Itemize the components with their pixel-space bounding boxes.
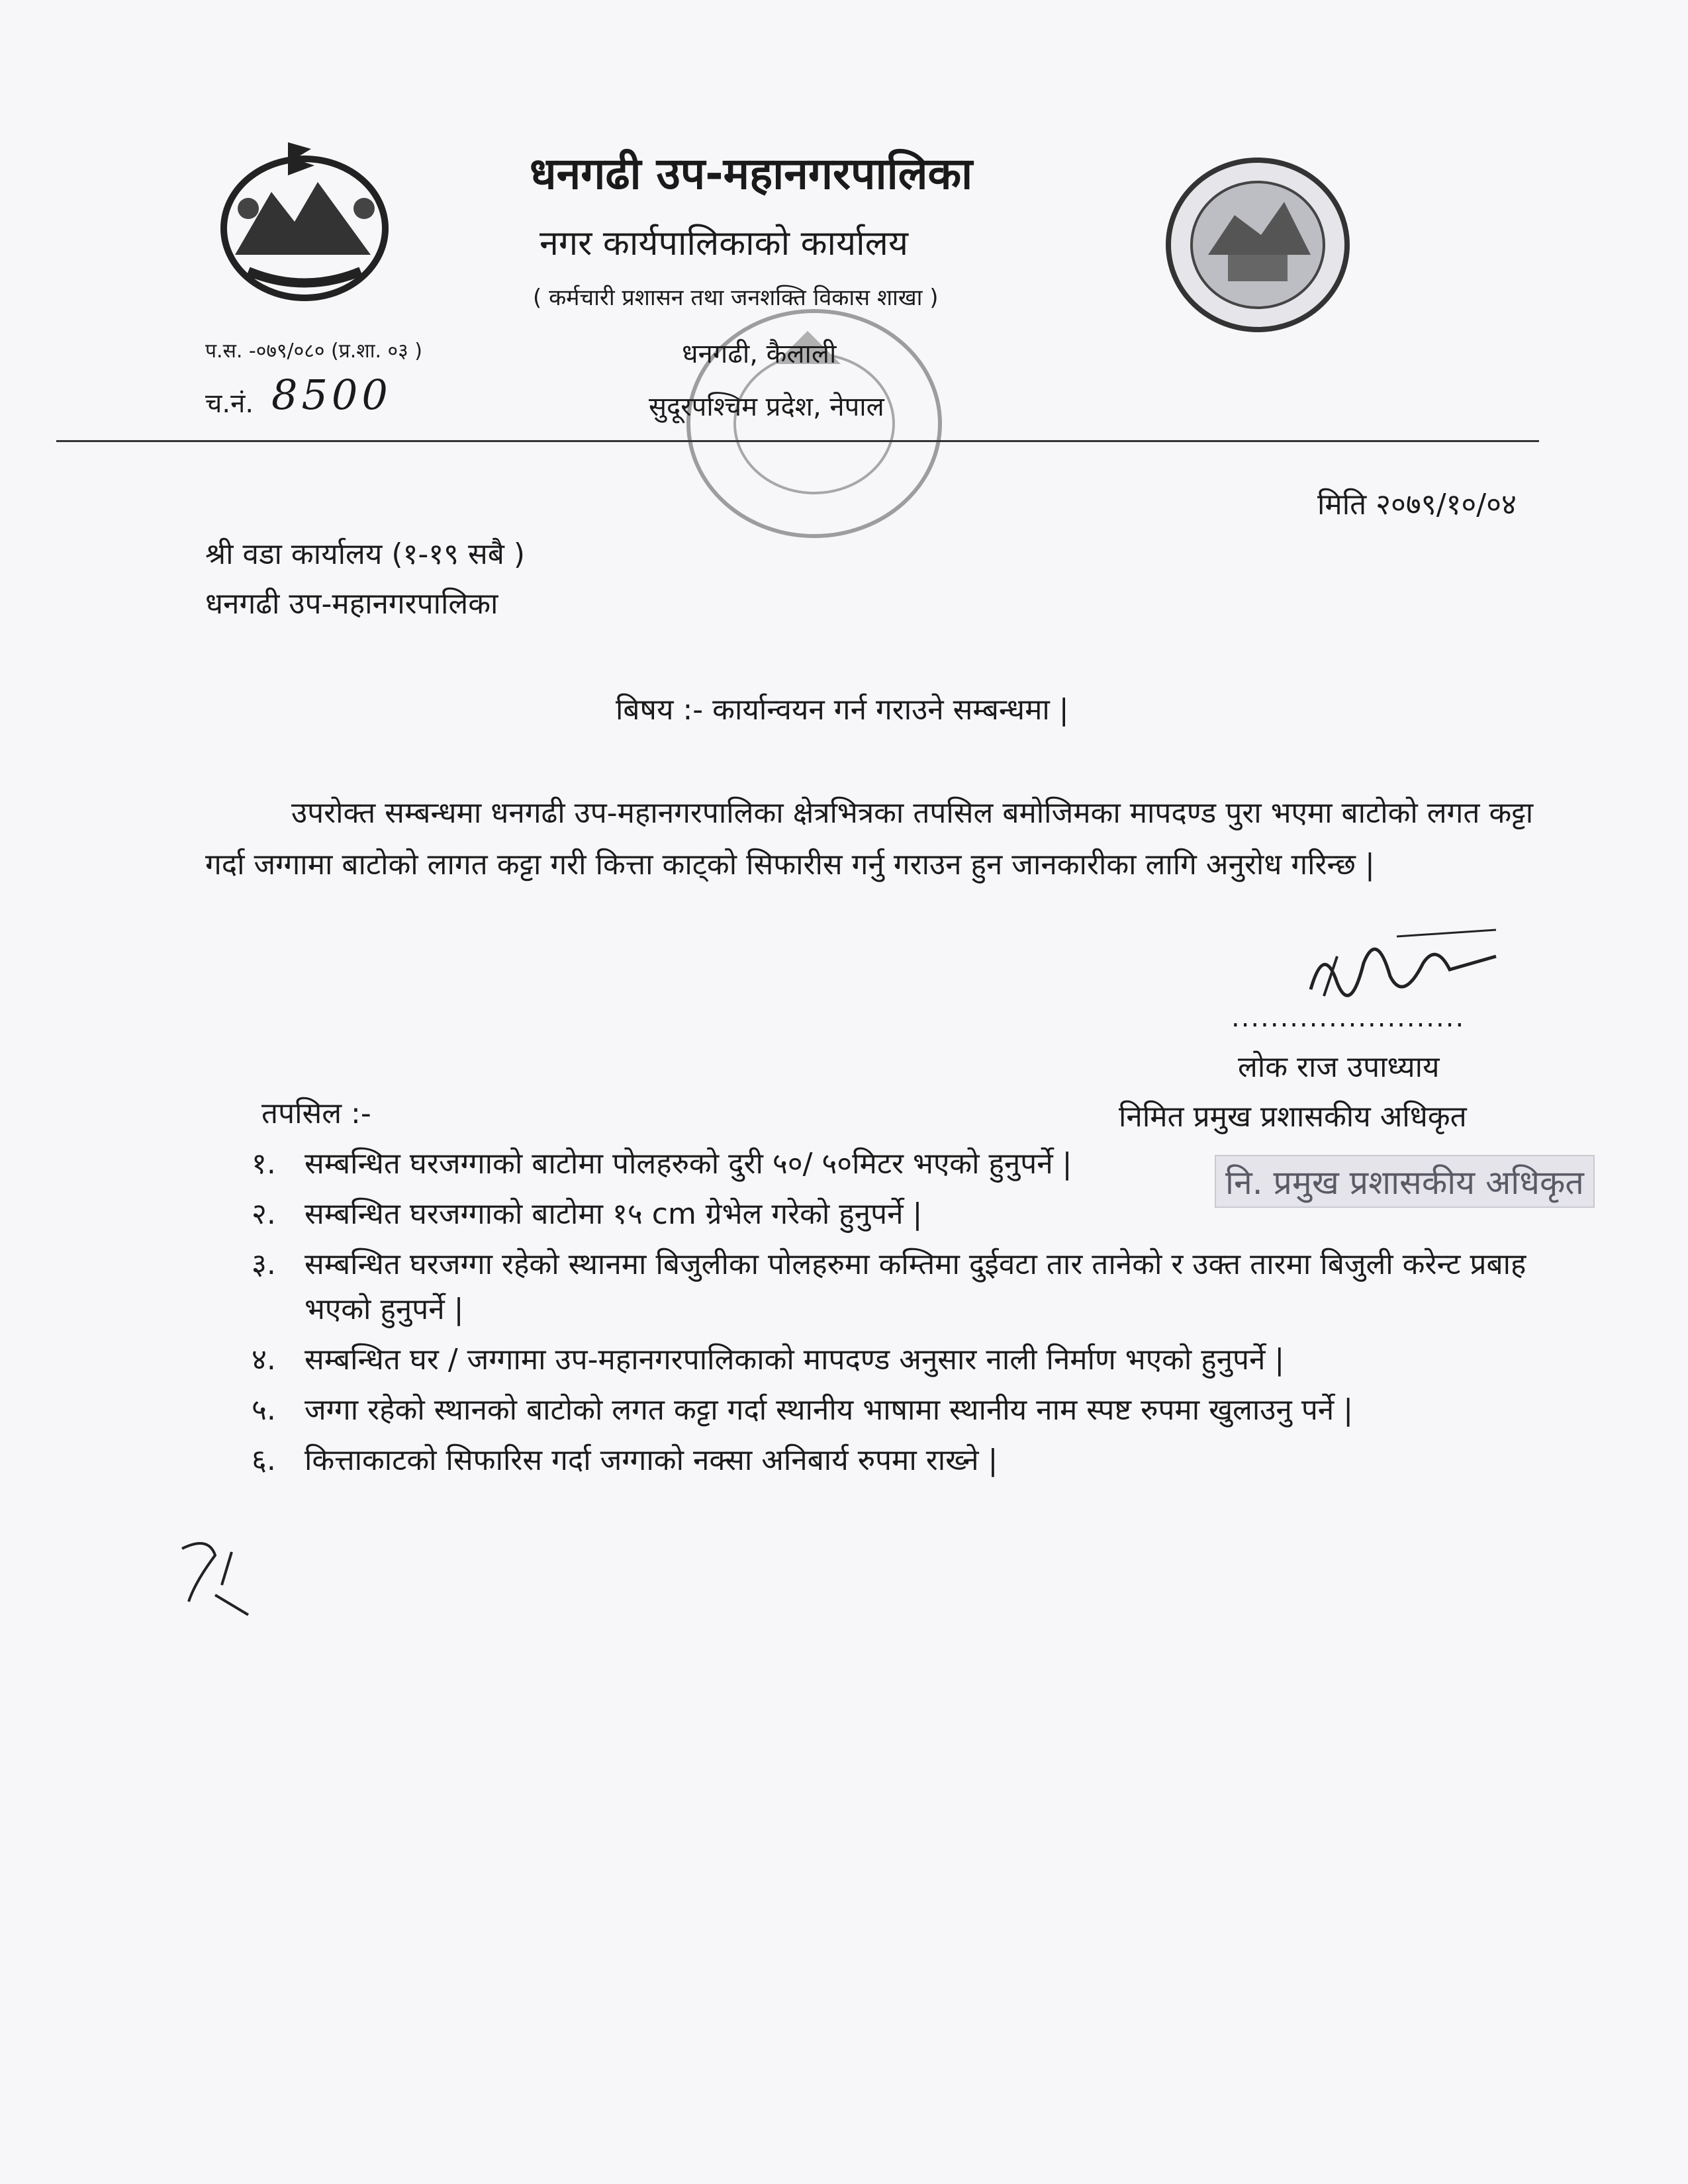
list-item-number: २. [252, 1197, 276, 1231]
office-name-heading: धनगढी उप-महानगरपालिका [530, 148, 973, 199]
reference-number: प.स. -०७९/०८० (प्र.शा. ०३ ) [205, 340, 422, 363]
nepal-emblem-icon [209, 129, 400, 308]
list-item-number: ४. [252, 1343, 276, 1377]
list-item-text: सम्बन्धित घरजग्गाको बाटोमा पोलहरुको दुरी ५०/ ५०मिटर भएको हुनुपर्ने | [305, 1147, 1072, 1181]
list-item-number: ३. [252, 1248, 276, 1281]
list-item [252, 1142, 1562, 1187]
branch-line: ( कर्मचारी प्रशासन तथा जनशक्ति विकास शाखा ) [533, 285, 939, 311]
address-line-1: धनगढी, कैलाली [682, 339, 837, 369]
list-item [252, 1388, 1562, 1433]
signature-dots: ........................ [1231, 1003, 1466, 1033]
list-item [252, 1338, 1562, 1383]
office-round-stamp-icon [675, 291, 953, 556]
annex-list [252, 1142, 1562, 1488]
annex-heading: तपसिल :- [261, 1097, 371, 1130]
list-item-number: ६. [252, 1443, 276, 1477]
list-item-number: १. [252, 1147, 276, 1181]
list-item-text: सम्बन्धित घर / जग्गामा उप-महानगरपालिकाको मापदण्ड अनुसार नाली निर्माण भएको हुनुपर्ने | [305, 1343, 1285, 1377]
letter-subject: बिषय :- कार्यान्वयन गर्न गराउने सम्बन्धमा | [616, 693, 1069, 727]
signature-icon [1297, 917, 1516, 1016]
header-divider [56, 440, 1539, 442]
list-item-text: कित्ताकाटको सिफारिस गर्दा जग्गाको नक्सा अनिबार्य रुपमा राख्ने | [305, 1443, 998, 1477]
list-item-text: सम्बन्धित घरजग्गा रहेको स्थानमा बिजुलीका पोलहरुमा कम्तिमा दुईवटा तार तानेको र उक्त तारमा बिजुली करेन्ट प्रबाह भएको हुनुपर्ने | [305, 1248, 1526, 1326]
list-item [252, 1242, 1562, 1332]
recipient-line-2: धनगढी उप-महानगरपालिका [205, 587, 498, 621]
address-line-2: सुदूरपश्चिम प्रदेश, नेपाल [649, 392, 884, 422]
list-item-text: जग्गा रहेको स्थानको बाटोको लगत कट्टा गर्दा स्थानीय भाषामा स्थानीय नाम स्पष्ट रुपमा खुलाउनु पर्ने | [305, 1393, 1354, 1427]
signatory-name: लोक राज उपाध्याय [1238, 1050, 1440, 1084]
letter-body: उपरोक्त सम्बन्धमा धनगढी उप-महानगरपालिका क्षेत्रभित्रका तपसिल बमोजिमका मापदण्ड पुरा भएमा बाटोको लगत कट्टा गर्दा जग्गामा बाटोको लागत कट्टा गरी कित्ता काट्को सिफारीस गर्नु गराउन हुन जानकारीका लागि अनुरोध गरिन्छ | [205, 796, 1534, 882]
recipient-line-1: श्री वडा कार्यालय (१-१९ सबै ) [205, 537, 526, 571]
list-item-text: सम्बन्धित घरजग्गाको बाटोमा १५ cm ग्रेभेल गरेको हुनुपर्ने | [305, 1197, 923, 1231]
handwritten-tick-icon [169, 1522, 268, 1628]
signatory-designation: निमित प्रमुख प्रशासकीय अधिकृत [1119, 1100, 1467, 1134]
list-item-number: ५. [252, 1393, 276, 1427]
dispatch-label: च.नं. [205, 388, 254, 419]
dispatch-number: 8500 [271, 371, 392, 419]
sub-office-heading: नगर कार्यपालिकाको कार्यालय [539, 224, 909, 263]
list-item [252, 1192, 1562, 1237]
list-item [252, 1438, 1562, 1483]
municipality-seal-icon [1162, 156, 1354, 334]
designation-stamp: नि. प्रमुख प्रशासकीय अधिकृत [1215, 1155, 1595, 1208]
letter-date: मिति २०७९/१०/०४ [1317, 488, 1517, 522]
